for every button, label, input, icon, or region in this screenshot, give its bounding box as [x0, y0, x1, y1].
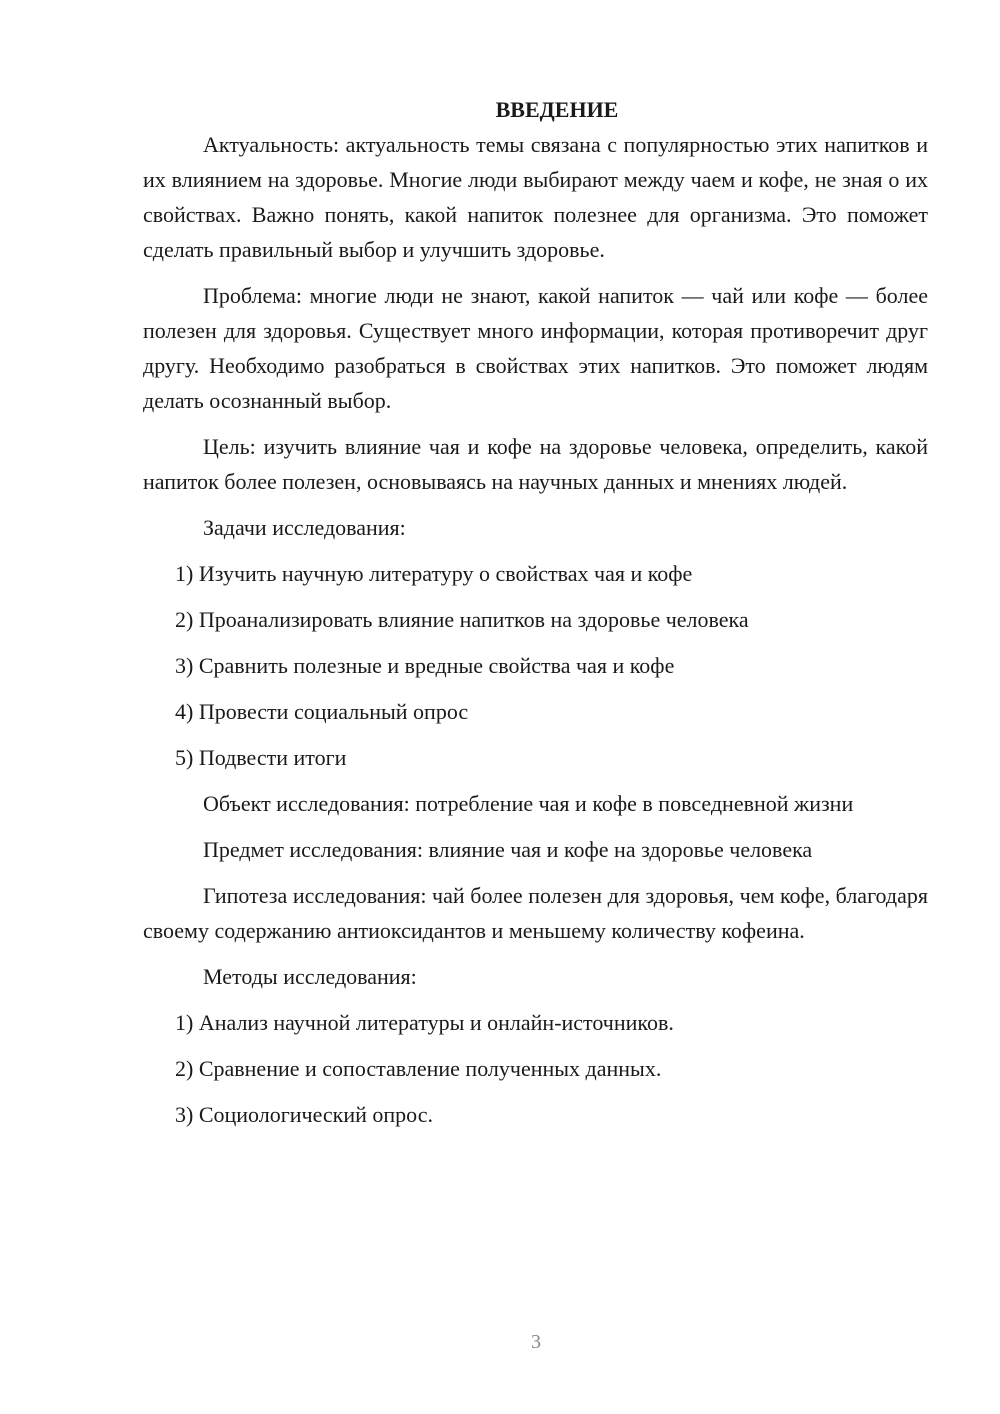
relevance-paragraph: Актуальность: актуальность темы связана с популярностью этих напитков и их влиянием на здоровье. Многие люди выбирают между чаем и кофе, не зная о их свойствах. Важно понять, какой напиток полезнее для организма. Это поможет сделать правильный выбор и улучшить здоровье.	[143, 132, 928, 262]
tasks-list	[143, 556, 928, 775]
list-item: 4) Провести социальный опрос	[175, 699, 469, 724]
goal-paragraph: Цель: изучить влияние чая и кофе на здоровье человека, определить, какой напиток более полезен, основываясь на научных данных и мнениях людей.	[143, 434, 928, 494]
list-item: 5) Подвести итоги	[175, 745, 347, 770]
list-item: 3) Сравнить полезные и вредные свойства чая и кофе	[175, 653, 675, 678]
subject-paragraph: Предмет исследования: влияние чая и кофе на здоровье человека	[203, 837, 813, 862]
list-item: 3) Социологический опрос.	[175, 1102, 433, 1127]
page-number: 3	[531, 1331, 541, 1353]
methods-list	[143, 1005, 928, 1132]
list-item: 2) Проанализировать влияние напитков на здоровье человека	[175, 607, 749, 632]
hypothesis-paragraph: Гипотеза исследования: чай более полезен для здоровья, чем кофе, благодаря своему содержанию антиоксидантов и меньшему количеству кофеина.	[143, 883, 928, 943]
list-item: 2) Сравнение и сопоставление полученных данных.	[175, 1056, 662, 1081]
list-item: 1) Изучить научную литературу о свойствах чая и кофе	[175, 561, 693, 586]
list-item: 1) Анализ научной литературы и онлайн-источников.	[175, 1010, 674, 1035]
methods-label: Методы исследования:	[203, 964, 417, 989]
object-paragraph: Объект исследования: потребление чая и кофе в повседневной жизни	[203, 791, 854, 816]
problem-paragraph: Проблема: многие люди не знают, какой напиток — чай или кофе — более полезен для здоровья. Существует много информации, которая противоречит друг другу. Необходимо разобраться в свойствах этих напитков. Это поможет людям делать осознанный выбор.	[143, 283, 928, 413]
tasks-label: Задачи исследования:	[203, 515, 406, 540]
section-heading: ВВЕДЕНИЕ	[495, 97, 619, 122]
document-page	[143, 92, 928, 1143]
